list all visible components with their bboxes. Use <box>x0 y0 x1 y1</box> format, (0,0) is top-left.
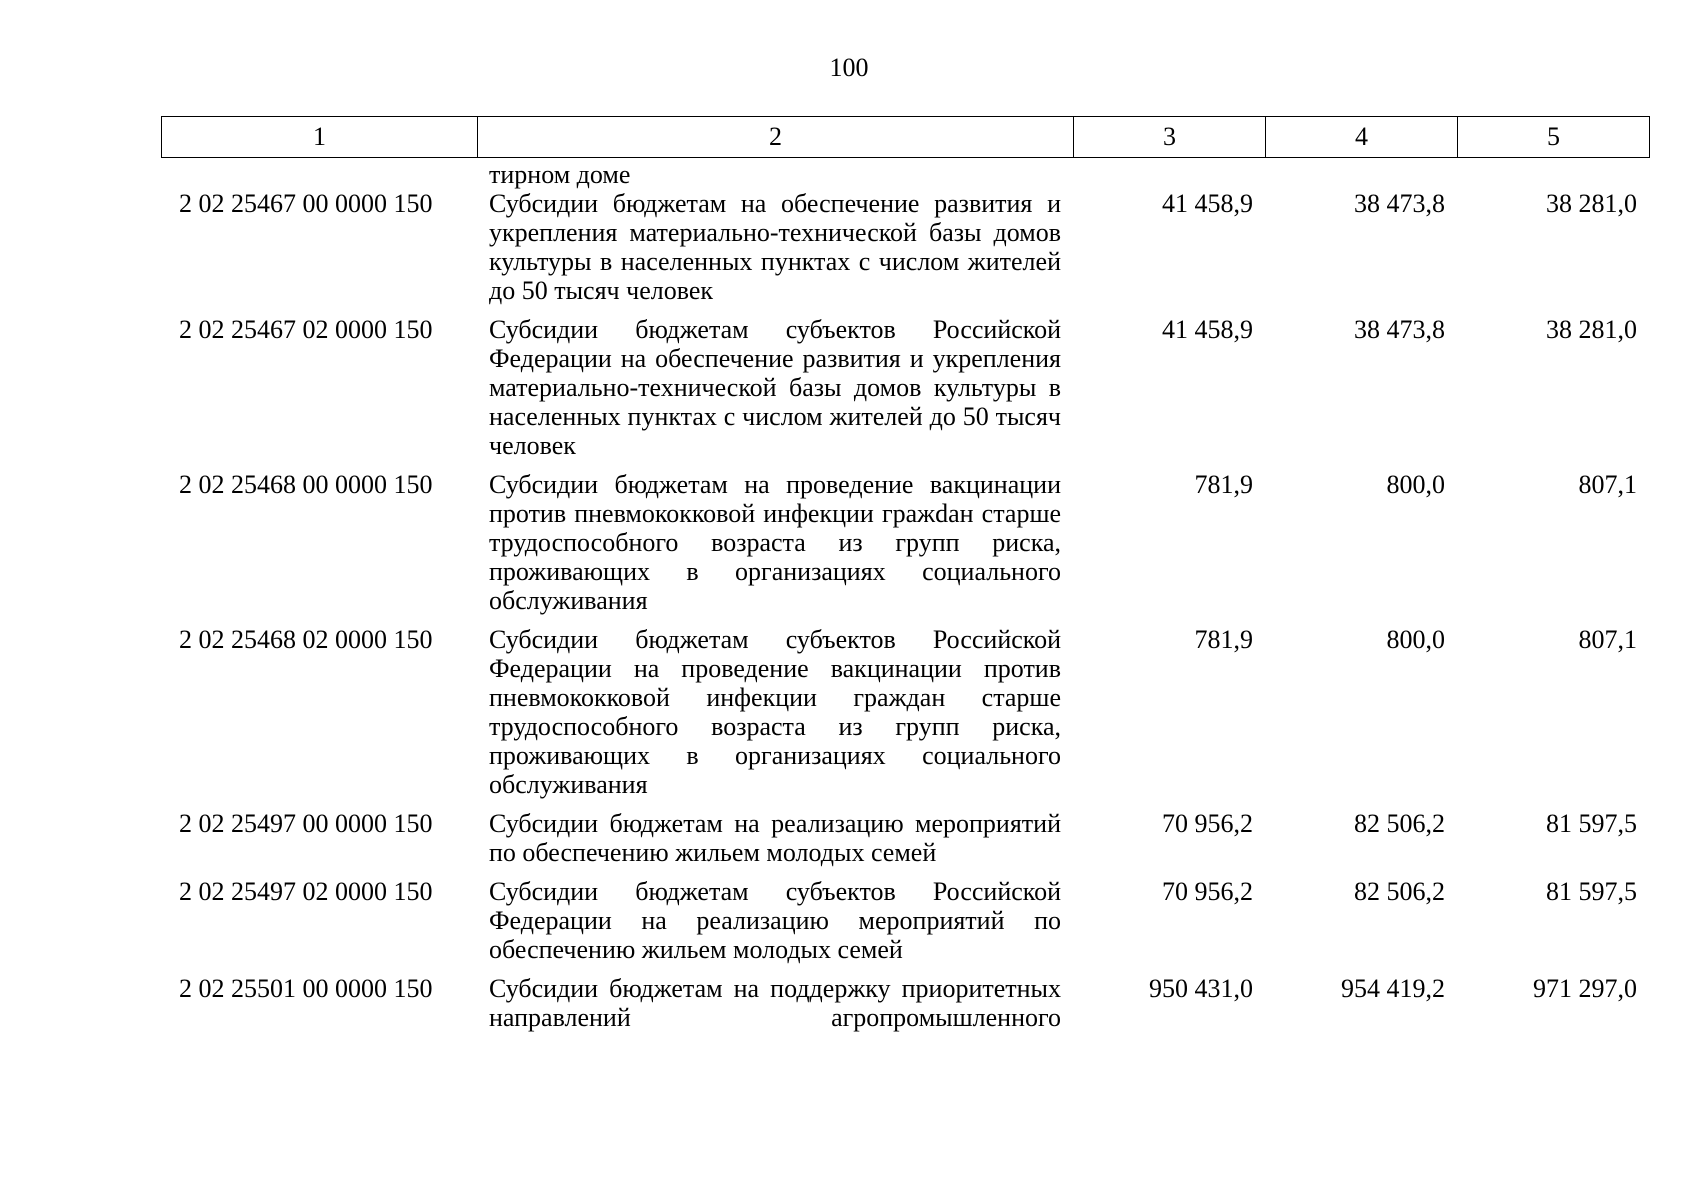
value-col3: 781,9 <box>1194 625 1253 654</box>
header-col-1: 1 <box>162 117 478 158</box>
header-row <box>162 117 1650 158</box>
table-row <box>161 189 1649 315</box>
code-cell: 2 02 25468 00 0000 150 <box>179 470 433 499</box>
value-col4: 38 473,8 <box>1354 315 1445 344</box>
value-col4: 954 419,2 <box>1341 974 1445 1003</box>
value-col5: 807,1 <box>1578 625 1637 654</box>
table-body <box>161 160 1649 1042</box>
continuation-text: тирном доме <box>489 160 631 189</box>
value-col5: 971 297,0 <box>1533 974 1637 1003</box>
code-cell: 2 02 25468 02 0000 150 <box>179 625 433 654</box>
value-col4: 82 506,2 <box>1354 877 1445 906</box>
table-row <box>161 809 1649 877</box>
code-cell: 2 02 25467 02 0000 150 <box>179 315 433 344</box>
description-cell: Субсидии бюджетам на проведение вакцинации против пневмококковой инфекции гражdан старше трудоспособного возраста из групп риска, проживающих в организациях социального обслуживания <box>489 470 1061 615</box>
value-col4: 38 473,8 <box>1354 189 1445 218</box>
code-cell: 2 02 25497 00 0000 150 <box>179 809 433 838</box>
code-cell <box>161 160 477 189</box>
code-cell: 2 02 25467 00 0000 150 <box>179 189 433 218</box>
header-col-2: 2 <box>478 117 1074 158</box>
value-col4: 82 506,2 <box>1354 809 1445 838</box>
code-cell: 2 02 25497 02 0000 150 <box>179 877 433 906</box>
header-col-4: 4 <box>1266 117 1458 158</box>
code-cell: 2 02 25501 00 0000 150 <box>179 974 433 1003</box>
table-row <box>161 470 1649 625</box>
description-cell: Субсидии бюджетам на реализацию мероприятий по обеспечению жильем молодых семей <box>489 809 1061 867</box>
description-cell: Субсидии бюджетам субъектов Российской Федерации на проведение вакцинации против пневмококковой инфекции граждан старше трудоспособного возраста из групп риска, проживающих в организациях социального обслуживания <box>489 625 1061 799</box>
description-cell: Субсидии бюджетам на поддержку приоритетных направлений агропромышленного <box>489 974 1061 1032</box>
description-cell: Субсидии бюджетам субъектов Российской Федерации на реализацию мероприятий по обеспечению жильем молодых семей <box>489 877 1061 964</box>
table-row <box>161 877 1649 974</box>
value-col3: 41 458,9 <box>1162 189 1253 218</box>
value-col3: 70 956,2 <box>1162 877 1253 906</box>
continuation-row <box>161 160 1649 189</box>
value-col3: 781,9 <box>1194 470 1253 499</box>
table-row <box>161 315 1649 470</box>
value-col5: 81 597,5 <box>1546 877 1637 906</box>
value-col3: 950 431,0 <box>1149 974 1253 1003</box>
value-col3: 41 458,9 <box>1162 315 1253 344</box>
table-row <box>161 974 1649 1042</box>
value-col5: 81 597,5 <box>1546 809 1637 838</box>
value-col5: 38 281,0 <box>1546 189 1637 218</box>
value-col4: 800,0 <box>1386 470 1445 499</box>
description-cell: Субсидии бюджетам на обеспечение развития и укрепления материально-технической базы домов культуры в населенных пунктах с числом жителей до 50 тысяч человек <box>489 189 1061 305</box>
table-row <box>161 625 1649 809</box>
description-cell: Субсидии бюджетам субъектов Российской Федерации на обеспечение развития и укрепления материально-технической базы домов культуры в населенных пунктах с числом жителей до 50 тысяч человек <box>489 315 1061 460</box>
value-col5: 807,1 <box>1578 470 1637 499</box>
value-col5: 38 281,0 <box>1546 315 1637 344</box>
page-number: 100 <box>829 53 869 82</box>
value-col4: 800,0 <box>1386 625 1445 654</box>
table-header <box>161 116 1650 158</box>
value-col3: 70 956,2 <box>1162 809 1253 838</box>
header-col-3: 3 <box>1074 117 1266 158</box>
header-col-5: 5 <box>1458 117 1650 158</box>
